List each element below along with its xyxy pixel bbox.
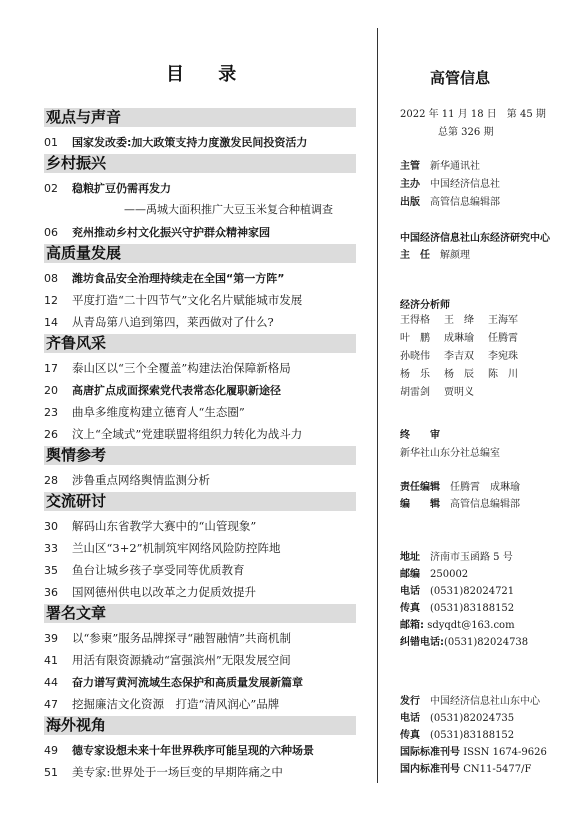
phone-row (400, 582, 514, 597)
total-issue: 总第 326 期 (438, 127, 494, 138)
analyst-row (400, 366, 550, 384)
analyst-name: 李吉双 (444, 351, 474, 362)
analyst-name: 叶 鹏 (400, 333, 430, 344)
toc-entry[interactable] (44, 357, 356, 379)
fax2-row (400, 726, 514, 741)
fax-row (400, 599, 514, 614)
analyst-name: 任腾霄 (488, 333, 518, 344)
toc-entry-title: 兖州推动乡村文化振兴守护群众精神家园 (72, 226, 270, 239)
phone2-row (400, 709, 514, 724)
cn-value: CN11-5477/F (463, 764, 532, 775)
toc-entry[interactable] (44, 289, 356, 311)
toc-section-heading: 乡村振兴 (44, 154, 356, 173)
edit-value: 高管信息编辑部 (450, 499, 520, 510)
toc-entry[interactable] (44, 199, 356, 221)
toc-entry-title: 汶上“全域式”党建联盟将组织力转化为战斗力 (72, 427, 303, 441)
toc-entry-title: ——禹城大面积推广大豆玉米复合种植调查 (124, 203, 333, 216)
address-label: 地址 (400, 552, 420, 563)
cn-row (400, 760, 531, 775)
analyst-name: 成琳瑜 (444, 333, 474, 344)
issn-row (400, 743, 547, 758)
analyst-row (400, 348, 550, 366)
toc-page-number: 26 (44, 428, 58, 441)
analyst-row (400, 384, 550, 402)
toc-entry[interactable] (44, 761, 356, 783)
toc-entry[interactable] (44, 693, 356, 715)
toc-entry-title: 奋力谱写黄河流域生态保护和高质量发展新篇章 (72, 676, 303, 689)
fax2-label: 传真 (400, 730, 420, 741)
toc-page-number: 47 (44, 698, 58, 711)
toc-entry[interactable] (44, 537, 356, 559)
toc-entry[interactable] (44, 627, 356, 649)
organizer-row (400, 175, 500, 190)
correction-label: 纠错电话: (400, 637, 444, 648)
toc-entry[interactable] (44, 671, 356, 693)
email-row (400, 616, 515, 631)
toc-entry-title: 平度打造“二十四节气”文化名片赋能城市发展 (72, 293, 303, 307)
editor-label: 责任编辑 (400, 482, 440, 493)
magazine-title: 高管信息 (430, 69, 491, 87)
analyst-name: 王得格 (400, 315, 430, 326)
address-value: 济南市玉函路 5 号 (430, 552, 513, 563)
toc-entry[interactable] (44, 649, 356, 671)
zip-label: 邮编 (400, 569, 420, 580)
toc-entry-title: 潍坊食品安全治理持续走在全国“第一方阵” (72, 272, 285, 285)
toc-entry[interactable] (44, 311, 356, 333)
analyst-name: 杨 乐 (400, 369, 430, 380)
toc-entry[interactable] (44, 267, 356, 289)
correction-value: (0531)82024738 (444, 637, 529, 648)
toc-title: 目 录 (166, 64, 251, 85)
sponsor-label: 主管 (400, 161, 420, 172)
toc-page-number: 08 (44, 272, 58, 285)
phone2-label: 电话 (400, 713, 420, 724)
masthead (392, 0, 562, 813)
toc-entry-title: 高唐扩点成面探索党代表常态化履职新途径 (72, 384, 281, 397)
toc-page-number: 17 (44, 362, 58, 375)
organizer-label: 主办 (400, 179, 420, 190)
edit-row (400, 495, 520, 510)
toc-section-heading: 舆情参考 (44, 446, 356, 465)
editor-row (400, 478, 520, 493)
toc-entry[interactable] (44, 515, 356, 537)
fax-label: 传真 (400, 603, 420, 614)
zip-value: 250002 (430, 569, 469, 580)
phone-label: 电话 (400, 586, 420, 597)
toc-entry-title: 稳粮扩豆仍需再发力 (72, 182, 171, 195)
toc-entry[interactable] (44, 221, 356, 243)
publisher-label: 出版 (400, 197, 420, 208)
toc-section-heading: 署名文章 (44, 604, 356, 623)
toc-entry[interactable] (44, 379, 356, 401)
analyst-row (400, 330, 550, 348)
correction-row (400, 633, 528, 648)
toc-page-number: 51 (44, 766, 58, 779)
analyst-name: 李宛珠 (488, 351, 518, 362)
analyst-name: 王海军 (488, 315, 518, 326)
toc-page-number: 12 (44, 294, 58, 307)
editor-value: 任腾霄 成琳瑜 (450, 482, 520, 493)
issuer-row (400, 692, 540, 707)
toc-entry-title: 国网德州供电以改革之力促质效提升 (72, 585, 256, 599)
toc-section-heading: 海外视角 (44, 716, 356, 735)
director-value: 解颜理 (440, 250, 470, 261)
fax2-value: (0531)83188152 (430, 730, 515, 741)
toc-entry-title: 解码山东省教学大赛中的“山管现象” (72, 519, 257, 533)
toc-entry[interactable] (44, 401, 356, 423)
toc-entry[interactable] (44, 739, 356, 761)
issuer-label: 发行 (400, 696, 420, 707)
analyst-name: 陈 川 (488, 369, 518, 380)
director-label: 主 任 (400, 250, 430, 261)
toc-entry-title: 兰山区“3+2”机制筑牢网络风险防控阵地 (72, 541, 281, 555)
toc-section-heading: 高质量发展 (44, 244, 356, 263)
toc-page-number: 49 (44, 744, 58, 757)
toc-entry[interactable] (44, 469, 356, 491)
analyst-name: 杨 辰 (444, 369, 474, 380)
toc-page-number: 23 (44, 406, 58, 419)
toc-entry-title: 德专家设想未来十年世界秩序可能呈现的六种场景 (72, 744, 314, 757)
toc-page-number: 28 (44, 474, 58, 487)
address-row (400, 548, 513, 563)
research-center: 中国经济信息社山东经济研究中心 (400, 233, 550, 244)
toc-page-number: 35 (44, 564, 58, 577)
phone-value: (0531)82024721 (430, 586, 515, 597)
toc-entry[interactable] (44, 423, 356, 445)
toc-entry[interactable] (44, 581, 356, 603)
toc-section-heading: 观点与声音 (44, 108, 356, 127)
analyst-row (400, 312, 550, 330)
sponsor-row (400, 157, 480, 172)
fax-value: (0531)83188152 (430, 603, 515, 614)
email-value: sdyqdt@163.com (427, 620, 515, 631)
toc-page-number: 44 (44, 676, 58, 689)
toc-entry-title: 曲阜多维度构建立德育人“生态圈” (72, 405, 245, 419)
analysts-label: 经济分析师 (400, 300, 450, 311)
toc-entry-title: 鱼台让城乡孩子享受同等优质教育 (72, 563, 245, 577)
director-row (400, 246, 470, 261)
toc-entry-title: 从青岛第八追到第四，莱西做对了什么? (72, 315, 274, 329)
toc-section-heading: 交流研讨 (44, 492, 356, 511)
toc-page-number: 41 (44, 654, 58, 667)
toc-page-number: 36 (44, 586, 58, 599)
publisher-value: 高管信息编辑部 (430, 197, 500, 208)
toc-page-number: 06 (44, 226, 58, 239)
toc-entry-title: 用活有限资源撬动“富强滨州”无限发展空间 (72, 653, 291, 667)
toc-page-number: 30 (44, 520, 58, 533)
analyst-name: 孙晓伟 (400, 351, 430, 362)
column-divider (377, 28, 378, 783)
review-value: 新华社山东分社总编室 (400, 448, 500, 459)
toc-page-number: 20 (44, 384, 58, 397)
analyst-name: 胡雷剑 (400, 387, 430, 398)
toc-entry[interactable] (44, 131, 356, 153)
toc-list (44, 107, 356, 783)
review-label: 终 审 (400, 430, 440, 441)
issuer-value: 中国经济信息社山东中心 (430, 696, 540, 707)
analysts-list (400, 312, 550, 402)
issn-value: ISSN 1674-9626 (463, 747, 547, 758)
toc-entry-title: 美专家:世界处于一场巨变的早期阵痛之中 (72, 765, 283, 779)
sponsor-value: 新华通讯社 (430, 161, 480, 172)
analyst-name: 王 绛 (444, 315, 474, 326)
analyst-name: 贾明义 (444, 387, 474, 398)
toc-page-number: 39 (44, 632, 58, 645)
toc-entry-title: 以“参柬”服务品牌探寻“融智融情”共商机制 (72, 631, 292, 645)
cn-label: 国内标准刊号 (400, 764, 460, 775)
issue-date: 2022 年 11 月 18 日 第 45 期 (400, 109, 546, 120)
toc-page-number: 02 (44, 182, 58, 195)
toc-entry-title: 国家发改委:加大政策支持力度激发民间投资活力 (72, 136, 308, 149)
toc-entry-title: 泰山区以“三个全覆盖”构建法治保障新格局 (72, 361, 291, 375)
zip-row (400, 565, 468, 580)
toc-section-heading: 齐鲁风采 (44, 334, 356, 353)
toc-entry-title: 挖掘廉洁文化资源 打造“清风润心”品牌 (72, 697, 280, 711)
email-label: 邮箱: (400, 620, 424, 631)
phone2-value: (0531)82024735 (430, 713, 515, 724)
toc-page-number: 33 (44, 542, 58, 555)
organizer-value: 中国经济信息社 (430, 179, 500, 190)
publisher-row (400, 193, 500, 208)
toc-page-number: 01 (44, 136, 58, 149)
toc-entry[interactable] (44, 559, 356, 581)
edit-label: 编 辑 (400, 499, 440, 510)
toc-entry-title: 涉鲁重点网络舆情监测分析 (72, 473, 210, 487)
toc-entry[interactable] (44, 177, 356, 199)
toc-page-number: 14 (44, 316, 58, 329)
issn-label: 国际标准刊号 (400, 747, 460, 758)
